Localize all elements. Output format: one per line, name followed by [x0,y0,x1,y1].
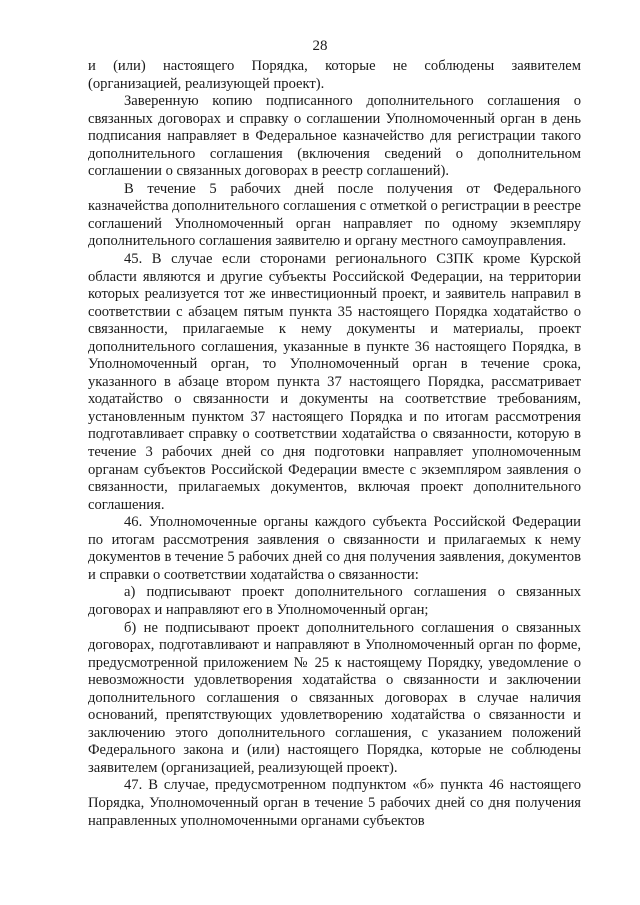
paragraph-item-47: 47. В случае, предусмотренном подпунктом «б» пункта 46 настоящего Порядка, Уполномоченный орган в течение 5 рабочих дней со дня получения направленных уполномоченными органами субъектов [88,777,581,829]
paragraph-item-46: 46. Уполномоченные органы каждого субъекта Российской Федерации по итогам рассмотрения заявления о связанности и прилагаемых к нему документов в течение 5 рабочих дней со дня получения заявления, документов и справки о соответствии ходатайства о связанности: [88,514,581,583]
paragraph-five-days: В течение 5 рабочих дней после получения от Федерального казначейства дополнительного соглашения с отметкой о регистрации в реестре соглашений Уполномоченный орган направляет по одному экземпляру дополнительного соглашения заявителю и органу местного самоуправления. [88,180,581,250]
page-number: 28 [312,38,328,54]
paragraph-certified-copy: Заверенную копию подписанного дополнительного соглашения о связанных договорах и справку о соглашении Уполномоченный орган в день подписания направляет в Федеральное казначейство для регистрации такого дополнительного соглашения (включения сведений о дополнительном соглашении о связанных договорах в реестр соглашений). [88,93,581,180]
document-body [88,58,581,830]
paragraph-item-46-a: а) подписывают проект дополнительного соглашения о связанных договорах и направляют его в Уполномоченный орган; [88,584,581,618]
paragraph-item-45: 45. В случае если сторонами регионального СЗПК кроме Курской области являются и другие субъекты Российской Федерации, на территории которых реализуется тот же инвестиционный проект, и заявитель направил в соответствии с абзацем пятым пункта 35 настоящего Порядка ходатайство о связанности, прилагаемые к нему документы и материалы, проект дополнительного соглашения, указанные в пункте 36 настоящего Порядка, в Уполномоченный орган, то Уполномоченный орган в течение срока, указанного в абзаце втором пункта 37 настоящего Порядка, рассматривает ходатайство о связанности и документы на соответствие требованиям, установленным пунктом 37 настоящего Порядка и по итогам рассмотрения подготавливает справку о соответствии ходатайства о связанности, которую в течение 3 рабочих дней со дня подготовки направляет уполномоченным органам субъектов Российской Федерации вместе с экземпляром заявления о связанности, прилагаемых документов, включая проект дополнительного соглашения. [88,251,581,513]
paragraph-continuation: и (или) настоящего Порядка, которые не соблюдены заявителем (организацией, реализующей проект). [88,58,581,92]
paragraph-item-46-b: б) не подписывают проект дополнительного соглашения о связанных договорах, подготавливают и направляют в Уполномоченный орган по форме, предусмотренной приложением № 25 к настоящему Порядку, уведомление о невозможности удовлетворения ходатайства о связанности и заключении дополнительного соглашения о связанных договорах в случае наличия оснований, препятствующих удовлетворению ходатайства о связанности и заключению этого дополнительного соглашения, с указанием положений Федерального закона и (или) настоящего Порядка, которые не соблюдены заявителем (организацией, реализующей проект). [88,619,581,776]
